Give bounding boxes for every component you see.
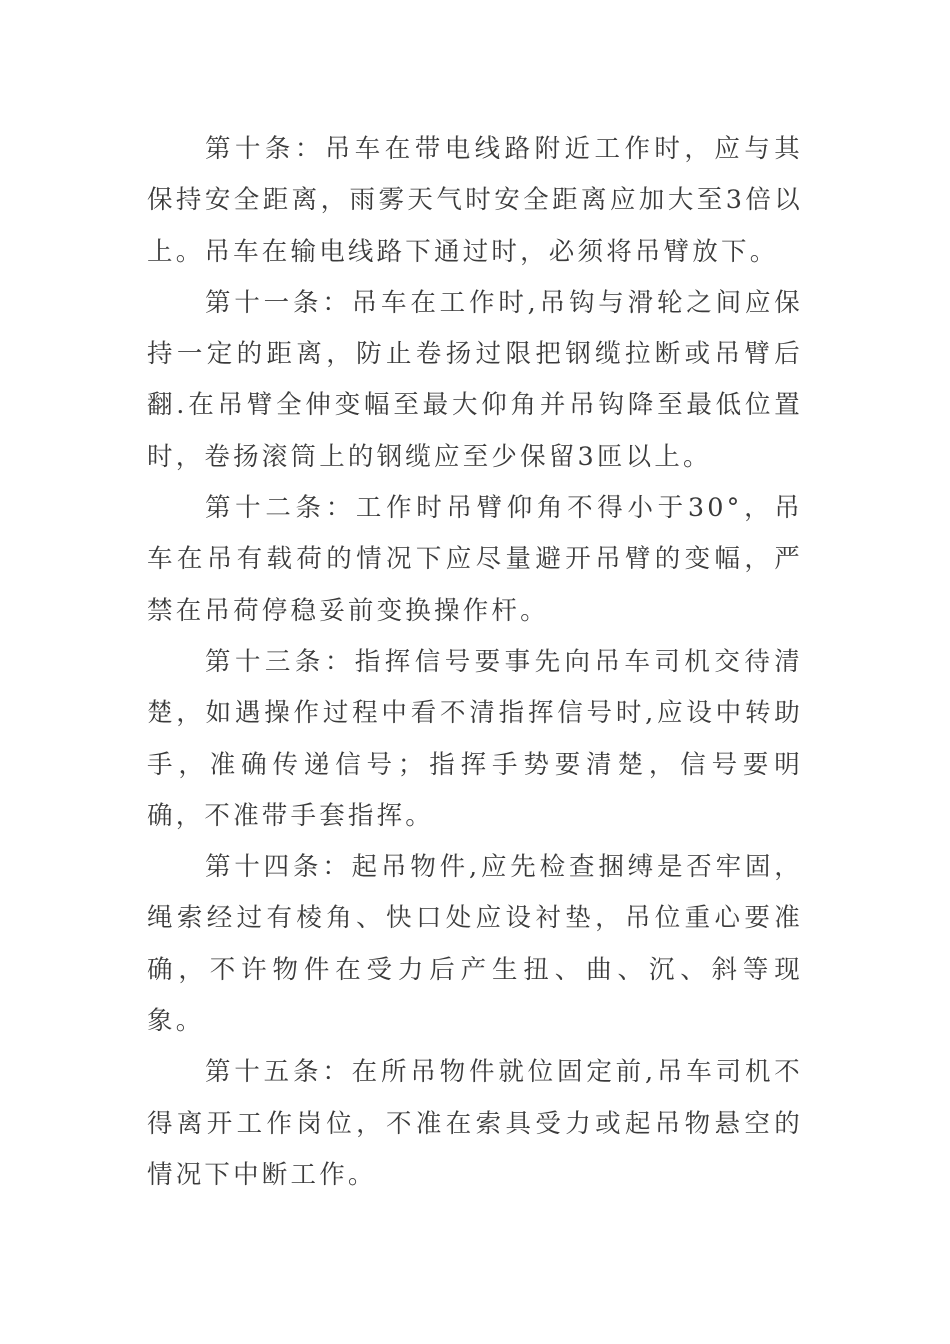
article-14: 第十四条：起吊物件,应先检查捆缚是否牢固，绳索经过有棱角、快口处应设衬垫，吊位重心要准确，不许物件在受力后产生扭、曲、沉、斜等现象。 bbox=[147, 852, 803, 1037]
article-15: 第十五条：在所吊物件就位固定前,吊车司机不得离开工作岗位，不准在索具受力或起吊物悬空的情况下中断工作。 bbox=[147, 1057, 803, 1190]
article-12: 第十二条：工作时吊臂仰角不得小于30°，吊车在吊有载荷的情况下应尽量避开吊臂的变幅，严禁在吊荷停稳妥前变换操作杆。 bbox=[147, 493, 803, 626]
article-10: 第十条：吊车在带电线路附近工作时，应与其保持安全距离，雨雾天气时安全距离应加大至3倍以上。吊车在输电线路下通过时，必须将吊臂放下。 bbox=[147, 134, 803, 267]
article-11: 第十一条：吊车在工作时,吊钩与滑轮之间应保持一定的距离，防止卷扬过限把钢缆拉断或吊臂后翻.在吊臂全伸变幅至最大仰角并吊钩降至最低位置时，卷扬滚筒上的钢缆应至少保留3匝以上。 bbox=[147, 287, 803, 472]
article-13: 第十三条：指挥信号要事先向吊车司机交待清楚，如遇操作过程中看不清指挥信号时,应设中转助手，准确传递信号；指挥手势要清楚，信号要明确，不准带手套指挥。 bbox=[147, 646, 803, 831]
document-body bbox=[147, 124, 803, 1201]
